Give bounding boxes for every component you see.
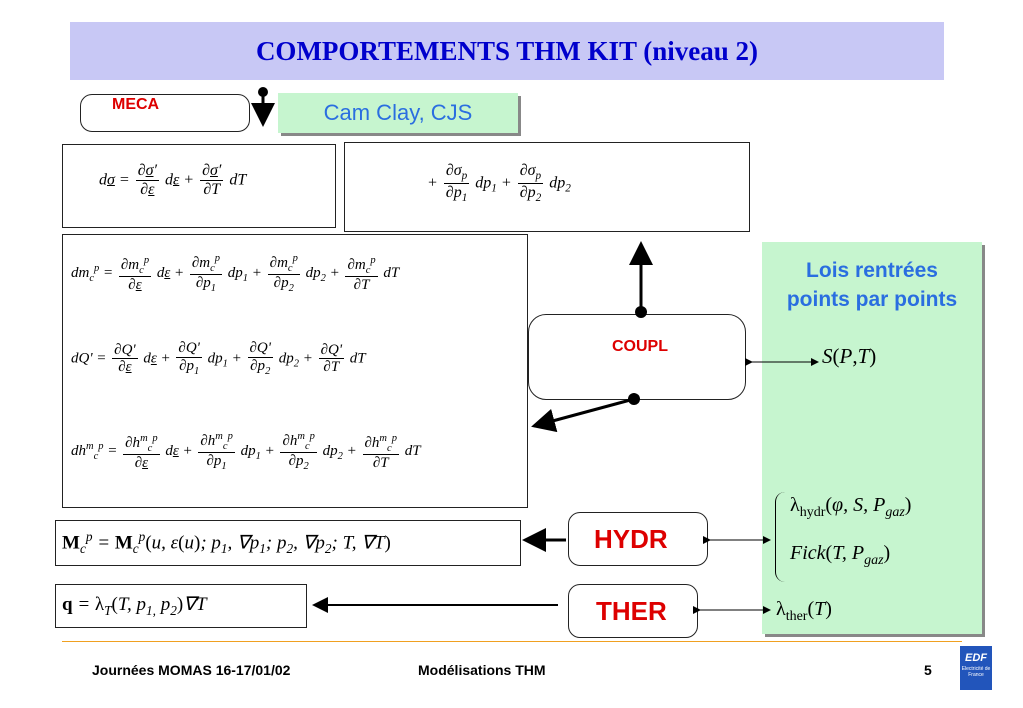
enthalpy-equation: $dh^m_c^p$ = $\frac{\partial h^m_c^p}{\partial\varepsilon}$ dε + $\frac{\partial h^m_c^p}{\partial p_1}$ $dp_1$ + $\frac{\partial h^m_c^p}{\partial p_2}$ $dp_2$ + $\frac{\partial h^m_c^p}{\partial T}$ dT [71, 431, 421, 473]
meca-label: MECA [112, 96, 160, 113]
edf-logo [960, 646, 992, 690]
coupl-to-equations-arrow [534, 393, 640, 426]
ther-label: THER [596, 596, 667, 626]
heat-equation: dQ' = $\frac{\partial Q'}{\partial\varepsilon}$ dε + $\frac{\partial Q'}{\partial p_1}$ $dp_1$ + $\frac{\partial Q'}{\partial p_2}$ $dp_2$ + $\frac{\partial Q'}{\partial T}$ dT [71, 340, 366, 377]
lambda-ther-law: $\lambda_{ther}(T)$ [776, 598, 832, 624]
page-number: 5 [924, 662, 932, 678]
coupl-label: COUPL [612, 338, 668, 355]
saturation-law: S(P,T) [822, 344, 877, 368]
edf-logo-subtext: Electricité de France [961, 666, 991, 678]
cam-clay-label: Cam Clay, CJS [323, 100, 473, 125]
edf-logo-text: EDF [965, 652, 987, 664]
mass-equation: $dm_c^p$ = $\frac{\partial m_c^p}{\partial\varepsilon}$ dε + $\frac{\partial m_c^p}{\partial p_1}$ $dp_1$ + $\frac{\partial m_c^p}{\partial p_2}$ $dp_2$ + $\frac{\partial m_c^p}{\partial T}$ dT [71, 253, 400, 295]
lambda-hydr-law: $\lambda_{hydr}(\varphi$, S, $P_{gaz}$) [790, 494, 912, 520]
lois-line2: points par points [786, 288, 958, 311]
fick-law: Fick(T, $P_{gaz}$) [790, 542, 891, 568]
coupl-up-arrow [635, 244, 647, 318]
lois-line1: Lois rentrées [806, 259, 938, 282]
footer-left: Journées MOMAS 16-17/01/02 [92, 662, 291, 678]
footer-divider [62, 641, 962, 642]
hydr-label: HYDR [594, 524, 668, 554]
meca-down-arrow [258, 87, 268, 124]
footer-center: Modélisations THM [418, 662, 546, 678]
pressure-terms-equation: + $\frac{\partial\sigma_p}{\partial p_1}$ $dp_1$ + $\frac{\partial\sigma_p}{\partial p_2}$ $dp_2$ [427, 162, 571, 205]
stress-equation: dσ = $\frac{\partial\sigma'}{\partial\varepsilon}$ dε + $\frac{\partial\sigma'}{\partial T}$ dT [99, 162, 247, 198]
heat-flux-equation: $q = \lambda_T(T$, $p_{1,}$ $p_2)\nabla T$ [62, 594, 207, 618]
page-title: COMPORTEMENTS THM KIT (niveau 2) [255, 35, 759, 66]
mass-flux-equation: $M_c^p = M_c^p(u$, ε(u); $p_1$, $\nabla p_1$; $p_2$, $\nabla p_2$; T, ∇T) [62, 529, 391, 557]
